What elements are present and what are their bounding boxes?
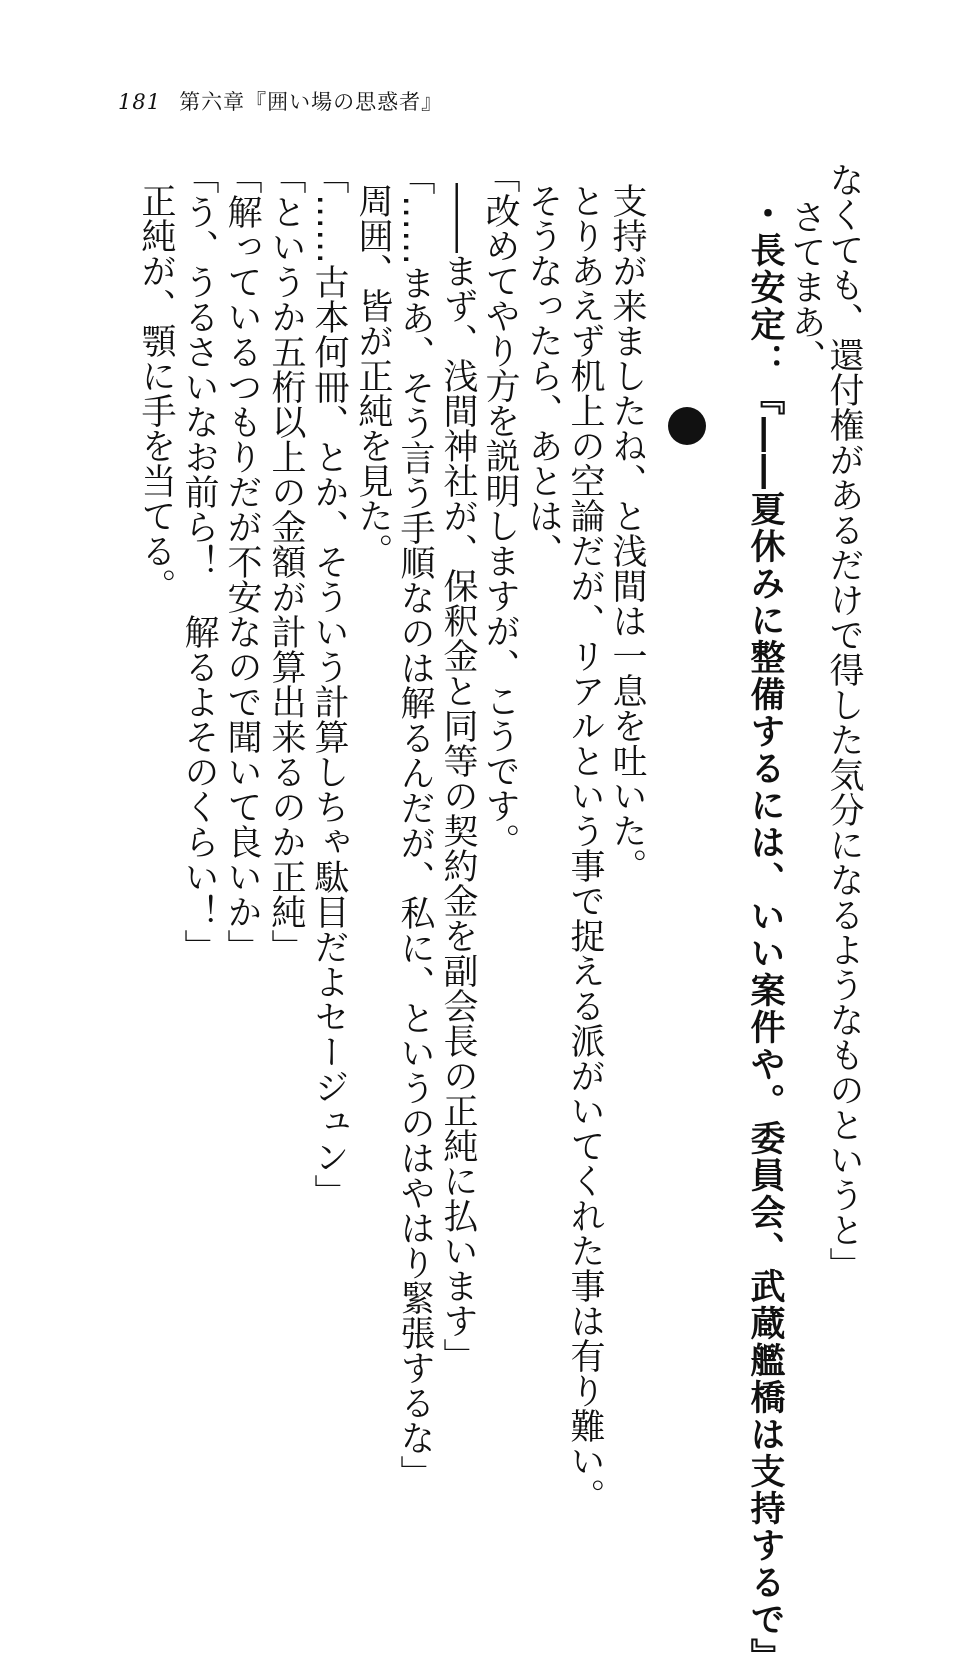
text-column-2: さてまあ、 [786, 199, 826, 374]
text-column-15: 正純が、顎に手を当てる。 [136, 183, 176, 603]
text-column-10: 周囲、皆が正純を見た。 [353, 183, 393, 568]
text-column-8: ――まず、浅間神社が、保釈金と同等の契約金を副会長の正純に払います」 [438, 183, 478, 1373]
chapter-title: 第六章『囲い場の思惑者』 [179, 90, 444, 114]
text-column-3: ・長安定：『――夏休みに整備するには、いい案件や。委員会、武蔵艦橋は支持するで』 [745, 195, 785, 1675]
text-column-9: 「……まあ、そう言う手順なのは解るんだが、私に、というのはやはり緊張するな」 [395, 160, 435, 1490]
text-column-5: とりあえず机上の空論だが、リアルという事で捉える派がいてくれた事は有り難い。 [565, 183, 605, 1513]
text-column-11: 「……古本何冊、とか、そういう計算しちゃ駄目だよセージュン」 [309, 159, 349, 1209]
page-number: 181 [118, 90, 162, 114]
text-column-7: 「改めてやり方を説明しますが、こうです。 [480, 158, 520, 858]
section-break-dot [668, 407, 706, 445]
text-column-6: そうなったら、あとは、 [523, 183, 563, 568]
text-column-14: 「う、うるさいなお前ら！ 解るよそのくらい！」 [179, 159, 219, 964]
text-column-12: 「というか五桁以上の金額が計算出来るのか正純」 [266, 159, 306, 964]
text-column-13: 「解っているつもりだが不安なので聞いて良いか」 [222, 159, 262, 964]
text-column-1: なくても、還付権があるだけで得した気分になるようなものというと」 [824, 162, 864, 1282]
page-header [118, 86, 443, 116]
text-column-4: 支持が来ましたね、と浅間は一息を吐いた。 [607, 183, 647, 883]
